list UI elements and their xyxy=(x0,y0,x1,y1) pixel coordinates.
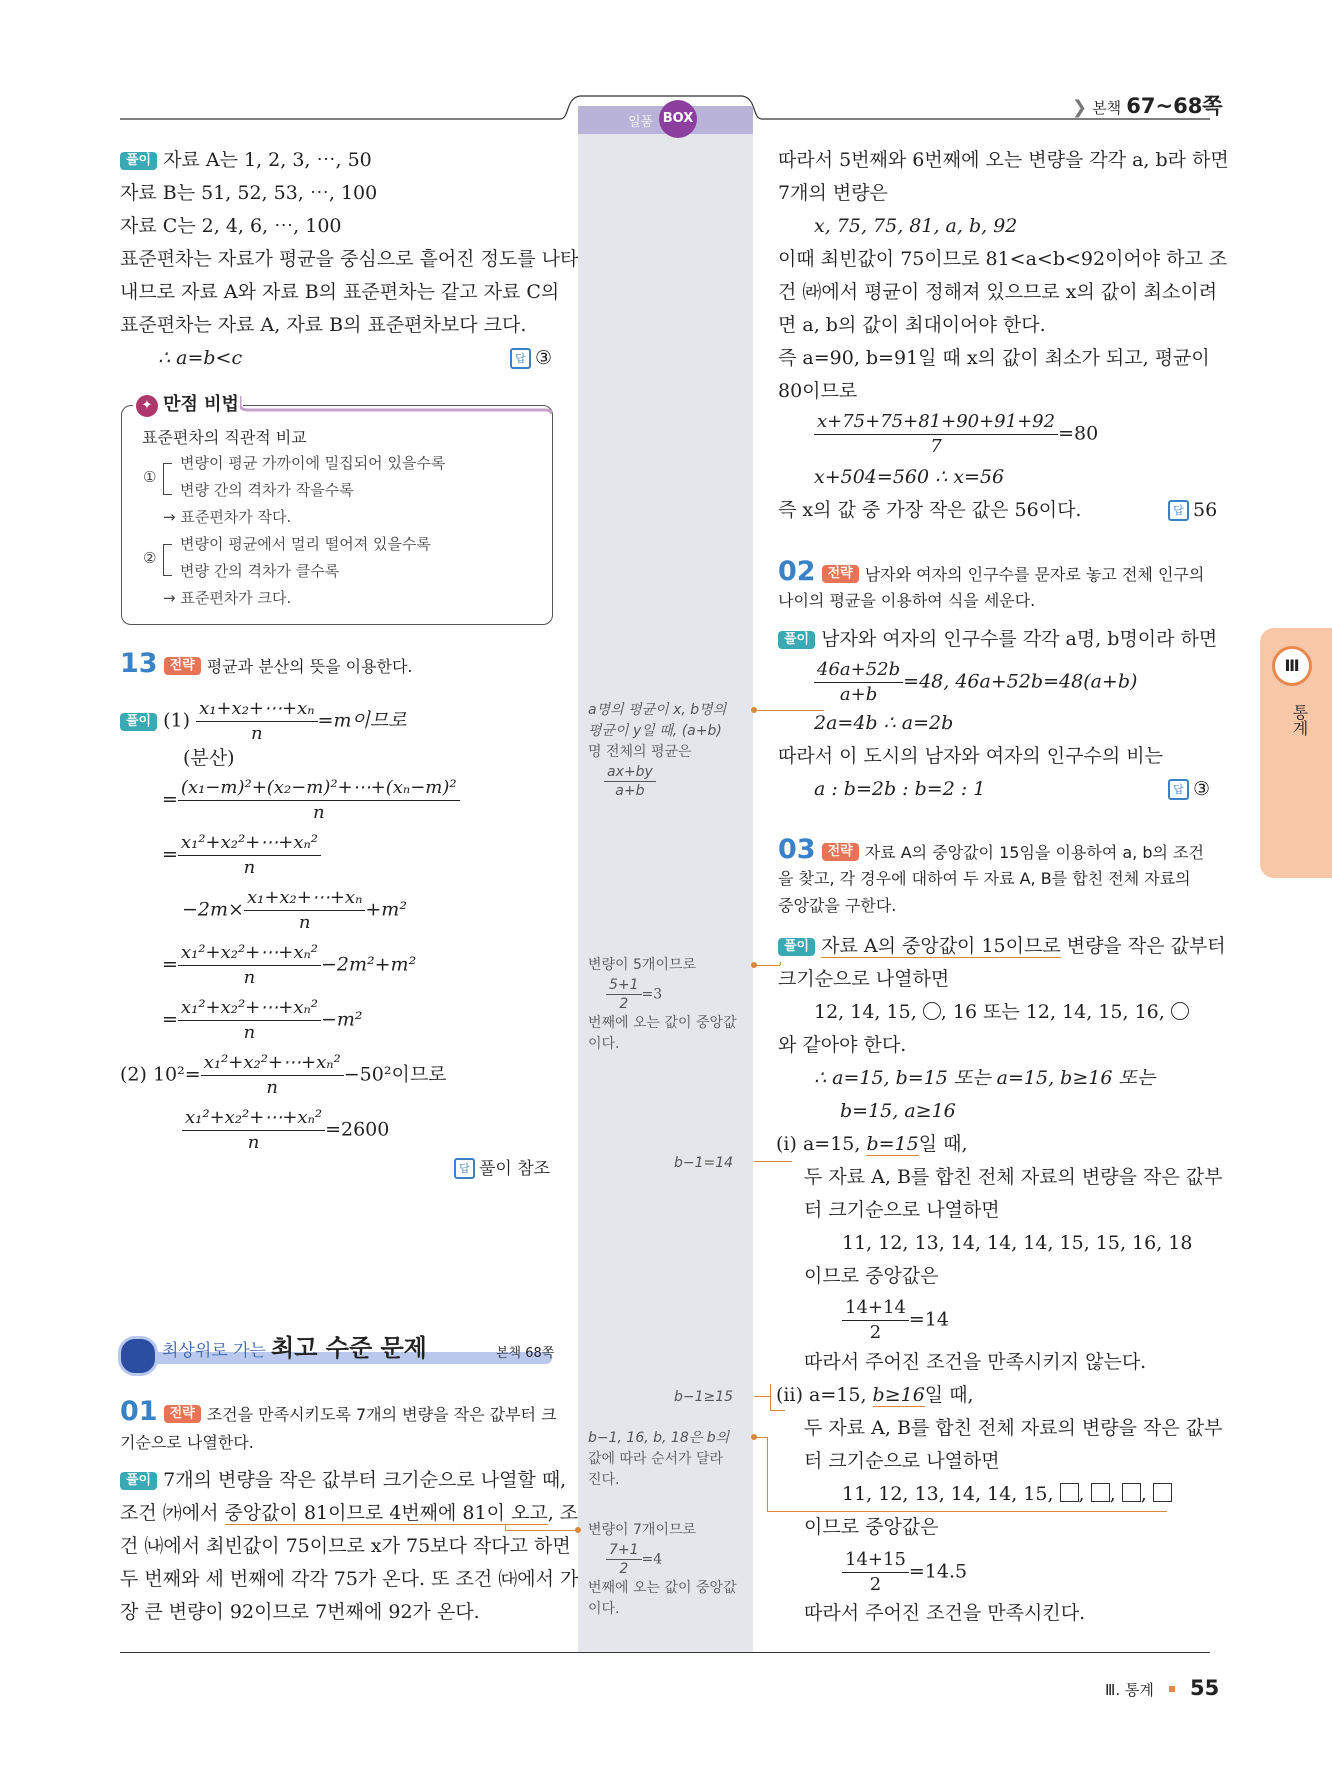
q02-sol-1: 풀이 남자와 여자의 인구수를 각각 a명, b명이라 하면 xyxy=(778,623,1217,656)
page-reference: ❯ 본책 67~68쪽 xyxy=(1072,94,1223,118)
mean-equation: $\frac{x+75+75+81+90+91+92}{7}$ =80 xyxy=(814,410,1098,459)
lightbulb-icon: ✦ xyxy=(136,395,158,417)
banner-title: 최상위로 가는 최고 수준 문제 xyxy=(162,1334,427,1362)
text-line: 7개의 변량은 xyxy=(778,182,888,204)
footer: Ⅲ. 통계 55 xyxy=(1105,1676,1220,1700)
text-line: 따라서 5번째와 6번째에 오는 변량을 각각 a, b라 하면 xyxy=(778,149,1229,171)
data-b-line: 자료 B는 51, 52, 53, ⋯, 100 xyxy=(120,182,378,204)
blank-box xyxy=(1091,1483,1110,1502)
bracket xyxy=(163,544,172,576)
leader-line xyxy=(754,965,780,966)
equation-line: b=15, a≥16 xyxy=(840,1100,956,1122)
blank-box xyxy=(1122,1483,1141,1502)
text-line: 이때 최빈값이 75이므로 81<a<b<92이어야 하고 조 xyxy=(778,248,1228,270)
question-01-header: 01 전략 조건을 만족시키도록 7개의 변량을 작은 값부터 크 xyxy=(120,1396,557,1427)
leader-line xyxy=(505,1530,577,1531)
leader-line xyxy=(754,1161,792,1162)
answer-1: 답 ③ xyxy=(510,342,552,375)
text-line: 표준편차는 자료 A, 자료 B의 표준편차보다 크다. xyxy=(120,314,527,336)
chevron-right-icon: ❯ xyxy=(1072,97,1088,118)
footer-bullet xyxy=(1169,1686,1175,1692)
combined-data-2: 11, 12, 13, 14, 14, 15, , , , xyxy=(842,1478,1172,1511)
case-2-header: (ⅱ) a=15, b≥16일 때, xyxy=(776,1384,974,1406)
question-text: 나이의 평균을 이용하여 식을 세운다. xyxy=(778,591,1036,610)
text-line: 건 ㈏에서 최빈값이 75이므로 x가 75보다 작다고 하면 xyxy=(120,1535,571,1557)
question-02-header: 02 전략 남자와 여자의 인구수를 문자로 놓고 전체 인구의 xyxy=(778,556,1205,587)
tip-top-accent xyxy=(240,394,552,414)
q03-sol-1: 풀이 자료 A의 중앙값이 15이므로 변량을 작은 값부터 xyxy=(778,930,1226,963)
answer-icon: 답 xyxy=(1168,500,1189,521)
therefore-line: ∴ a=b<c xyxy=(158,347,243,369)
median-2: $\frac{14+15}{2}$ =14.5 xyxy=(842,1548,967,1597)
tip-number-1: ① xyxy=(143,468,157,486)
leader-line xyxy=(754,1396,770,1397)
data-a-line: 풀이 자료 A는 1, 2, 3, ⋯, 50 xyxy=(120,144,372,177)
tip-text: 변량이 평균 가까이에 밀집되어 있을수록 xyxy=(180,454,446,472)
text-line: 따라서 이 도시의 남자와 여자의 인구수의 비는 xyxy=(778,745,1163,767)
variance-eq-5: = $\frac{\text{x₁²+x₂²+⋯+xₙ²}}{n}$ −m² xyxy=(162,997,363,1043)
note-median-5: 변량이 5개이므로 $\frac{5+1}{2}$ =3 번째에 오는 값이 중앙값 이다. xyxy=(588,957,737,1052)
text-line: 크기순으로 나열하면 xyxy=(778,968,950,990)
text-line: 터 크기순으로 나열하면 xyxy=(804,1199,1000,1221)
answer-56: 답 56 xyxy=(1168,494,1217,527)
q02-equation: $\frac{46a+52b}{a+b}$ =48, 46a+52b=48(a+b) xyxy=(814,658,1137,707)
note-b-minus-1-ge: b−1≥15 xyxy=(674,1389,734,1405)
answer-icon: 답 xyxy=(454,1158,475,1179)
tip-text: → 표준편차가 크다. xyxy=(163,589,292,607)
combined-data-1: 11, 12, 13, 14, 14, 14, 15, 15, 16, 18 xyxy=(842,1232,1193,1254)
text-line: 즉 a=90, b=91일 때 x의 값이 최소가 되고, 평균이 xyxy=(778,347,1210,369)
question-text: 기순으로 나열한다. xyxy=(120,1433,254,1452)
ratio-line: a : b=2b : b=2 : 1 xyxy=(814,778,986,800)
q13-part1: 풀이 (1) $\frac{\text{x₁+x₂+⋯+xₙ}}{n}$ =m이므로 xyxy=(120,697,407,746)
question-text: 중앙값을 구한다. xyxy=(778,896,897,915)
text-line: 따라서 주어진 조건을 만족시킨다. xyxy=(804,1602,1086,1624)
leader-line xyxy=(505,1525,506,1530)
variance-label: (분산) xyxy=(183,747,235,769)
note-order-depends: b−1, 16, b, 18은 b의 값에 따라 순서가 달라 진다. xyxy=(588,1430,730,1488)
text-line: 장 큰 변량이 92이므로 7번째에 92가 온다. xyxy=(120,1601,480,1623)
blank-box xyxy=(1153,1483,1172,1502)
text-line: 두 자료 A, B를 합친 전체 자료의 변량을 작은 값부 xyxy=(804,1166,1223,1188)
chapter-side-tab[interactable] xyxy=(1260,628,1332,878)
tip-text: 변량 간의 격차가 작을수록 xyxy=(180,481,354,499)
q13-result: $\frac{\text{x₁²+x₂²+⋯+xₙ²}}{n}$ =2600 xyxy=(182,1106,389,1155)
equation-line: ∴ a=15, b=15 또는 a=15, b≥16 또는 xyxy=(814,1067,1156,1089)
text-line: 면 a, b의 값이 최대이어야 한다. xyxy=(778,314,1046,336)
question-03-header: 03 전략 자료 A의 중앙값이 15임을 이용하여 a, b의 조건 xyxy=(778,834,1204,865)
banner-circle xyxy=(118,1336,158,1376)
blank-circle xyxy=(1171,1002,1189,1020)
question-13-header: 13 전략 평균과 분산의 뜻을 이용한다. xyxy=(120,648,413,679)
variance-eq-4: = $\frac{\text{x₁²+x₂²+⋯+xₙ²}}{n}$ −2m²+m² xyxy=(162,942,417,988)
tip-number-2: ② xyxy=(143,549,157,567)
tip-text: 변량 간의 격차가 클수록 xyxy=(180,562,340,580)
equation-line: x+504=560 ∴ x=56 xyxy=(814,466,1005,488)
q03-arrangement: 12, 14, 15, , 16 또는 12, 14, 15, 16, xyxy=(814,996,1189,1029)
text-line: 터 크기순으로 나열하면 xyxy=(804,1450,1000,1472)
chapter-label: 통계 xyxy=(1290,704,1309,736)
text-line: 이므로 중앙값은 xyxy=(804,1265,939,1287)
text-line: 내므로 자료 A와 자료 B의 표준편차는 같고 자료 C의 xyxy=(120,281,560,303)
note-weighted-mean: a명의 평균이 x, b명의 평균이 y일 때, (a+b) 명 전체의 평균은 $\frac{ax+by}{a+b}$ xyxy=(588,702,727,799)
ilpum-box-tab: 일품 BOX xyxy=(578,106,753,134)
equation-line: 2a=4b ∴ a=2b xyxy=(814,712,954,734)
blank-box xyxy=(1060,1483,1079,1502)
variance-eq-3: −2m× $\frac{\text{x₁+x₂+⋯+xₙ}}{n}$ +m² xyxy=(182,887,407,933)
q13-part2: (2) 10²= $\frac{\text{x₁²+x₂²+⋯+xₙ²}}{n}$ −50²이므로 xyxy=(120,1052,447,1098)
median-1: $\frac{14+14}{2}$ =14 xyxy=(842,1296,949,1345)
variance-eq-2: = $\frac{\text{x₁²+x₂²+⋯+xₙ²}}{n}$ xyxy=(162,831,321,880)
answer-icon: 답 xyxy=(510,348,531,369)
text-line: 이므로 중앙값은 xyxy=(804,1516,939,1538)
answer-02: 답 ③ xyxy=(1168,773,1210,806)
tip-text: 변량이 평균에서 멀리 떨어져 있을수록 xyxy=(180,535,431,553)
note-b-minus-1-eq: b−1=14 xyxy=(674,1155,734,1171)
note-median-7: 변량이 7개이므로 $\frac{7+1}{2}$ =4 번째에 오는 값이 중앙값 이다. xyxy=(588,1522,737,1617)
bracket xyxy=(163,463,172,495)
variates-list: x, 75, 75, 81, a, b, 92 xyxy=(814,215,1018,237)
page-number: 55 xyxy=(1190,1676,1220,1700)
text-line: 80이므로 xyxy=(778,380,858,402)
text-line: 두 번째와 세 번째에 각각 75가 온다. 또 조건 ㈐에서 가 xyxy=(120,1568,579,1590)
answer-13: 답 풀이 참조 xyxy=(454,1153,550,1186)
banner-page-ref: 본책 68쪽 xyxy=(496,1346,555,1361)
text-line: 즉 x의 값 중 가장 작은 값은 56이다. xyxy=(778,499,1082,521)
middle-note-column xyxy=(578,106,753,1652)
tip-title: ✦ 만점 비법 xyxy=(136,390,239,417)
text-line: 건 ㈑에서 평균이 정해져 있으므로 x의 값이 최소이려 xyxy=(778,281,1218,303)
tip-subtitle: 표준편차의 직관적 비교 xyxy=(142,428,307,447)
answer-icon: 답 xyxy=(1168,779,1189,800)
leader-line xyxy=(754,1437,768,1438)
footer-rule xyxy=(120,1652,1210,1653)
q01-sol-2: 조건 ㈎에서 중앙값이 81이므로 4번째에 81이 오고, 조 xyxy=(120,1502,579,1524)
text-line: 두 자료 A, B를 합친 전체 자료의 변량을 작은 값부 xyxy=(804,1417,1223,1439)
data-c-line: 자료 C는 2, 4, 6, ⋯, 100 xyxy=(120,215,342,237)
question-text: 을 찾고, 각 경우에 대하여 두 자료 A, B를 합친 전체 자료의 xyxy=(778,869,1191,888)
text-line: 와 같아야 한다. xyxy=(778,1034,907,1056)
q01-sol-1: 풀이 7개의 변량을 작은 값부터 크기순으로 나열할 때, xyxy=(120,1464,566,1497)
text-line: 따라서 주어진 조건을 만족시키지 않는다. xyxy=(804,1351,1147,1373)
case-1-header: (ⅰ) a=15, b=15일 때, xyxy=(776,1133,968,1155)
tip-text: → 표준편차가 작다. xyxy=(163,508,292,526)
leader-line xyxy=(767,1437,768,1511)
variance-eq-1: = $\frac{\text{(x₁−m)²+(x₂−m)²+⋯+(xₙ−m)²}}{n}$ xyxy=(162,776,460,825)
chapter-number: Ⅲ xyxy=(1272,646,1312,686)
blank-circle xyxy=(923,1002,941,1020)
text-line: 표준편차는 자료가 평균을 중심으로 흩어진 정도를 나타 xyxy=(120,248,579,270)
box-badge: BOX xyxy=(659,100,697,138)
